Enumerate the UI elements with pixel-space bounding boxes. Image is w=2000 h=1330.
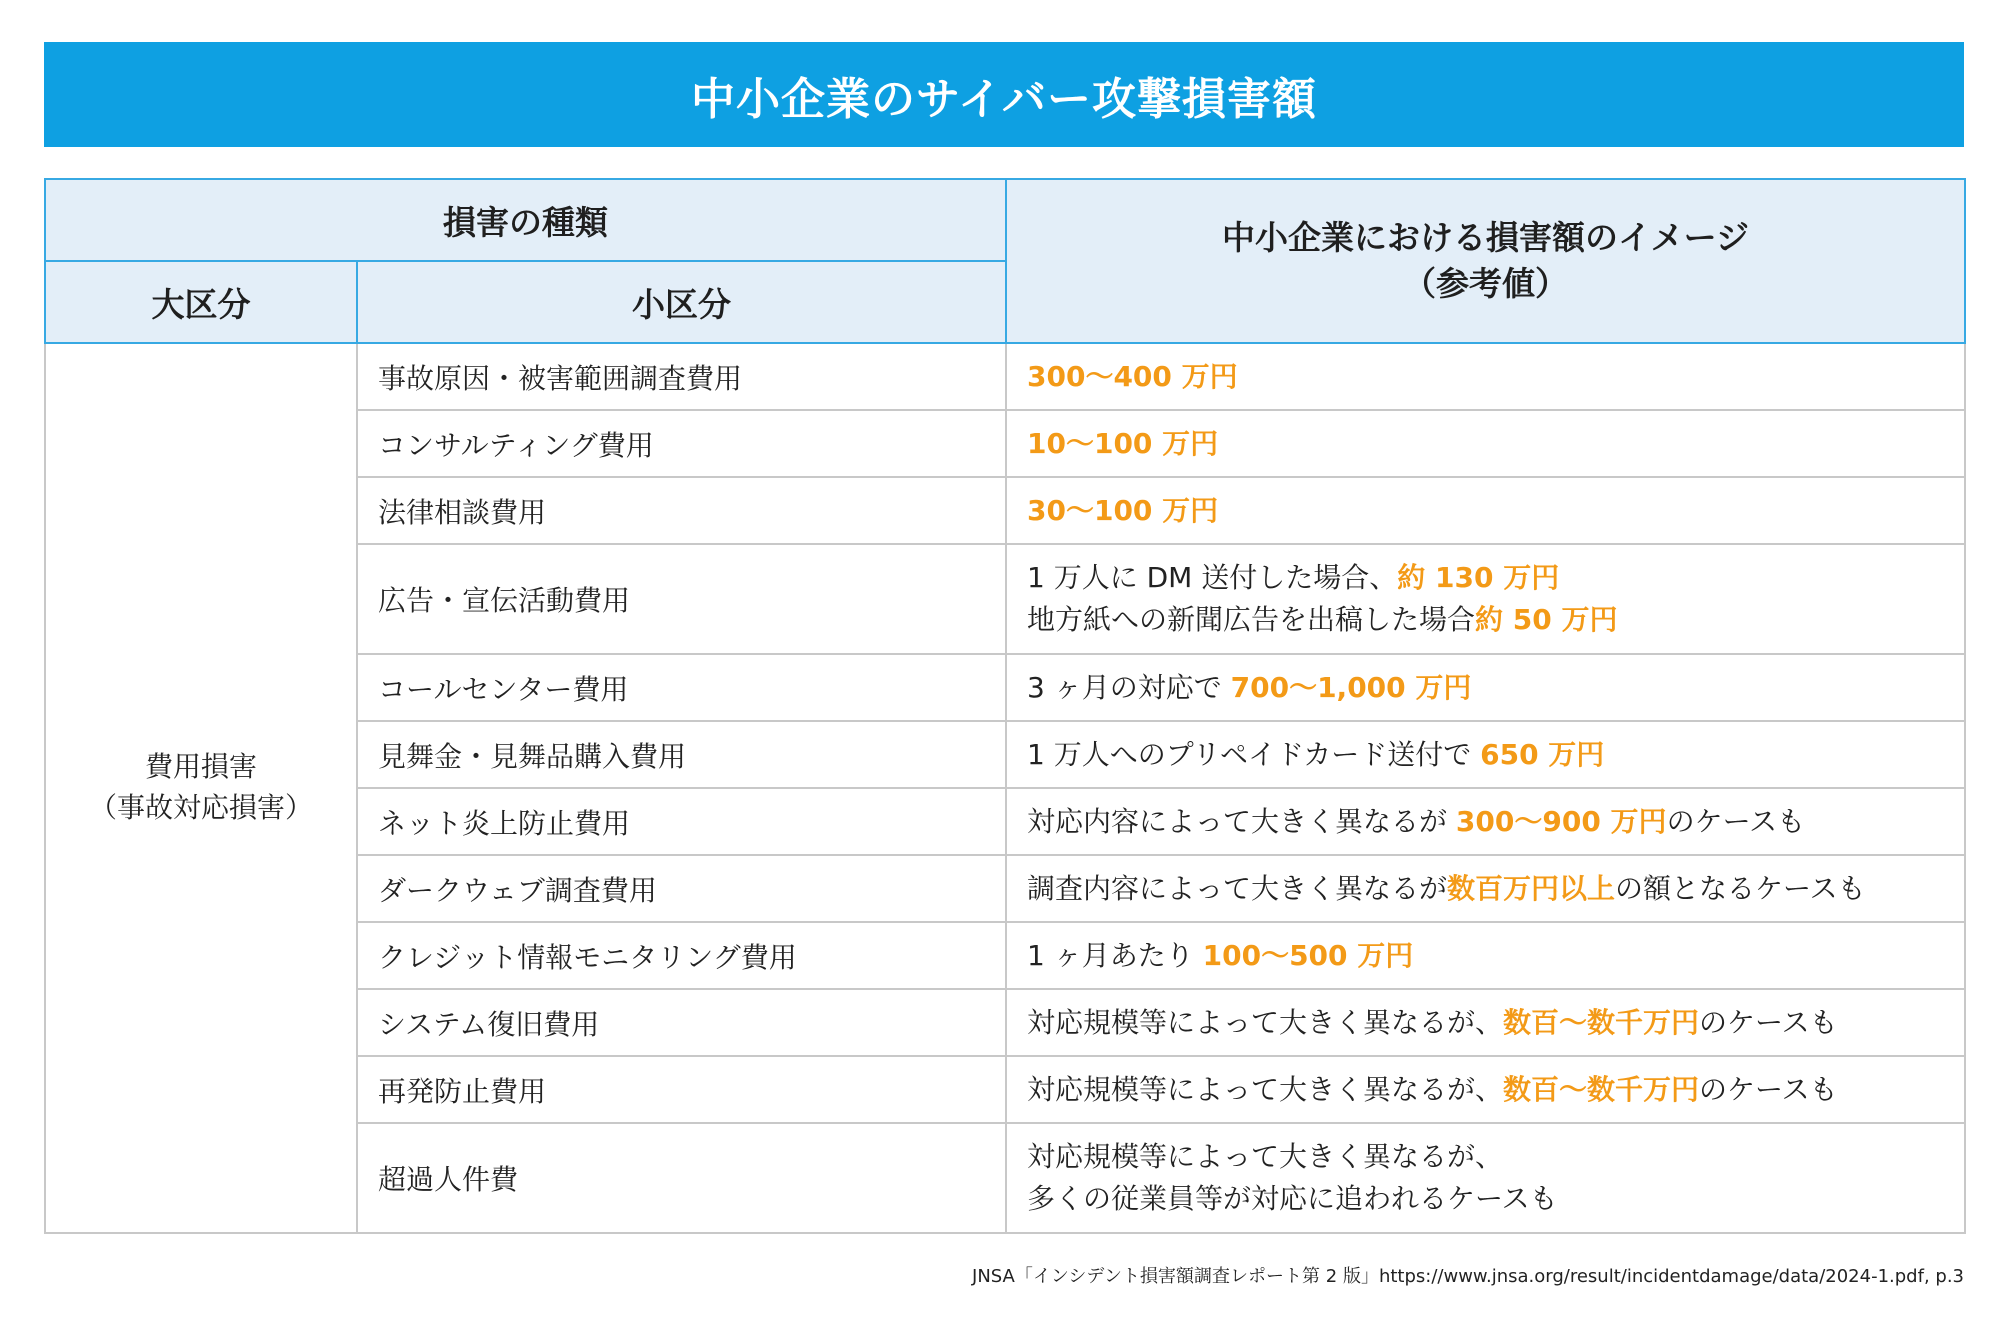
amount-highlight: 数百万円以上 (1447, 871, 1616, 905)
amount-line (1027, 868, 1944, 910)
table-row (45, 343, 1965, 410)
amount-line (1027, 423, 1944, 465)
amount-header-line2: （参考値） (1403, 264, 1568, 303)
amount-text: 1 ヶ月あたり (1027, 938, 1203, 972)
amount-line (1027, 667, 1944, 709)
amount-header (1006, 179, 1965, 343)
amount-highlight: 700〜1,000 万円 (1230, 670, 1472, 704)
minor-category-cell: コンサルティング費用 (357, 410, 1006, 477)
amount-cell (1006, 654, 1965, 721)
amount-cell (1006, 788, 1965, 855)
amount-line (1027, 557, 1944, 599)
amount-line (1027, 1178, 1944, 1220)
amount-text: 3 ヶ月の対応で (1027, 670, 1231, 704)
minor-category-cell: 事故原因・被害範囲調査費用 (357, 343, 1006, 410)
amount-highlight: 数百〜数千万円 (1503, 1072, 1700, 1106)
amount-highlight: 100〜500 万円 (1202, 938, 1414, 972)
amount-text: 1 万人へのプリペイドカード送付で (1027, 737, 1481, 771)
minor-category-cell: 広告・宣伝活動費用 (357, 544, 1006, 654)
amount-text: の額となるケースも (1615, 871, 1866, 905)
amount-line (1027, 801, 1944, 843)
amount-highlight: 30〜100 万円 (1027, 493, 1219, 527)
amount-text: のケースも (1699, 1072, 1838, 1106)
amount-text: 対応規模等によって大きく異なるが、 (1027, 1072, 1504, 1106)
amount-line (1027, 356, 1944, 398)
major-category-line2: （事故対応損害） (88, 791, 313, 824)
minor-category-cell: クレジット情報モニタリング費用 (357, 922, 1006, 989)
amount-text: 地方紙への新聞広告を出稿した場合 (1027, 603, 1476, 636)
amount-line (1027, 734, 1944, 776)
amount-cell (1006, 544, 1965, 654)
amount-cell (1006, 922, 1965, 989)
amount-cell (1006, 477, 1965, 544)
amount-highlight: 300〜900 万円 (1455, 804, 1667, 838)
page-title: 中小企業のサイバー攻撃損害額 (44, 42, 1964, 147)
amount-header-line1: 中小企業における損害額のイメージ (1221, 217, 1749, 257)
amount-cell (1006, 410, 1965, 477)
source-citation: JNSA「インシデント損害額調査レポート第 2 版」https://www.jnsa.org/result/incidentdamage/data/2024-1.pdf, p.3 (972, 1266, 1964, 1287)
amount-highlight: 約 130 万円 (1397, 561, 1560, 594)
amount-text: 対応規模等によって大きく異なるが、 (1027, 1140, 1504, 1173)
amount-cell (1006, 989, 1965, 1056)
amount-highlight: 300〜400 万円 (1027, 359, 1238, 393)
amount-line (1027, 1136, 1944, 1178)
amount-text: 対応内容によって大きく異なるが (1027, 804, 1456, 838)
amount-text: 対応規模等によって大きく異なるが、 (1027, 1005, 1504, 1039)
major-header: 大区分 (45, 261, 357, 343)
minor-category-cell: 再発防止費用 (357, 1056, 1006, 1123)
minor-category-cell: 超過人件費 (357, 1123, 1006, 1233)
amount-highlight: 数百〜数千万円 (1503, 1005, 1700, 1039)
amount-line (1027, 490, 1944, 532)
amount-highlight: 650 万円 (1480, 737, 1605, 771)
amount-text: 多くの従業員等が対応に追われるケースも (1027, 1182, 1558, 1215)
minor-header: 小区分 (357, 261, 1006, 343)
amount-text: のケースも (1666, 804, 1806, 838)
amount-cell (1006, 343, 1965, 410)
minor-category-cell: コールセンター費用 (357, 654, 1006, 721)
table-body (45, 343, 1965, 1233)
major-category-line1: 費用損害 (144, 750, 257, 784)
amount-cell (1006, 721, 1965, 788)
major-category-cell (45, 343, 357, 1233)
minor-category-cell: 法律相談費用 (357, 477, 1006, 544)
type-group-header: 損害の種類 (45, 179, 1006, 261)
minor-category-cell: 見舞金・見舞品購入費用 (357, 721, 1006, 788)
amount-highlight: 10〜100 万円 (1027, 426, 1219, 460)
amount-cell (1006, 1123, 1965, 1233)
amount-cell (1006, 1056, 1965, 1123)
damage-table (44, 178, 1966, 1234)
amount-line (1027, 599, 1944, 641)
amount-line (1027, 935, 1944, 977)
minor-category-cell: システム復旧費用 (357, 989, 1006, 1056)
amount-line (1027, 1069, 1944, 1111)
amount-text: 1 万人に DM 送付した場合、 (1027, 561, 1398, 594)
amount-cell (1006, 855, 1965, 922)
minor-category-cell: ネット炎上防止費用 (357, 788, 1006, 855)
amount-highlight: 約 50 万円 (1475, 603, 1618, 636)
amount-line (1027, 1002, 1944, 1044)
amount-text: 調査内容によって大きく異なるが (1027, 871, 1448, 905)
amount-text: のケースも (1699, 1005, 1838, 1039)
minor-category-cell: ダークウェブ調査費用 (357, 855, 1006, 922)
